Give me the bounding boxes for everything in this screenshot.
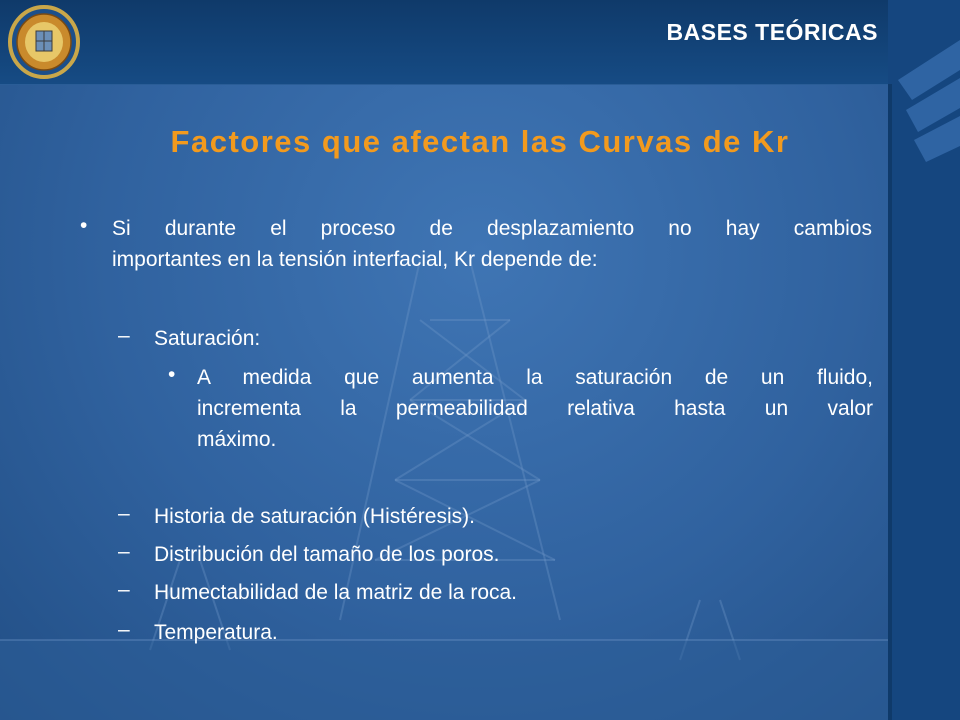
dash-marker: – [118, 540, 130, 563]
university-seal-icon [5, 3, 83, 81]
subitem-humectabilidad: Humectabilidad de la matriz de la roca. [154, 581, 518, 604]
sub-bullet-text-line: incrementa la permeabilidad relativa hasta un valor [197, 397, 873, 420]
dash-marker: – [118, 324, 130, 347]
sub-bullet-text-line: A medida que aumenta la saturación de un fluido, [197, 366, 873, 389]
sub-bullet-marker: • [168, 363, 176, 386]
dash-marker: – [118, 578, 130, 601]
dash-marker: – [118, 502, 130, 525]
decorative-right-band [888, 0, 960, 720]
bullet-text-line: Si durante el proceso de desplazamiento no hay cambios [112, 217, 872, 240]
subitem-distribucion: Distribución del tamaño de los poros. [154, 543, 500, 566]
slide-title: Factores que afectan las Curvas de Kr [170, 124, 790, 159]
bullet-text-line: importantes en la tensión interfacial, Kr depende de: [112, 248, 598, 271]
bullet-marker: • [80, 214, 88, 237]
subitem-saturacion: Saturación: [154, 327, 261, 350]
dash-marker: – [118, 618, 130, 641]
subitem-historia: Historia de saturación (Histéresis). [154, 505, 475, 528]
sub-bullet-text-line: máximo. [197, 428, 277, 451]
header-title: BASES TEÓRICAS [666, 19, 878, 45]
header-bar [0, 0, 960, 85]
subitem-temperatura: Temperatura. [154, 621, 278, 644]
